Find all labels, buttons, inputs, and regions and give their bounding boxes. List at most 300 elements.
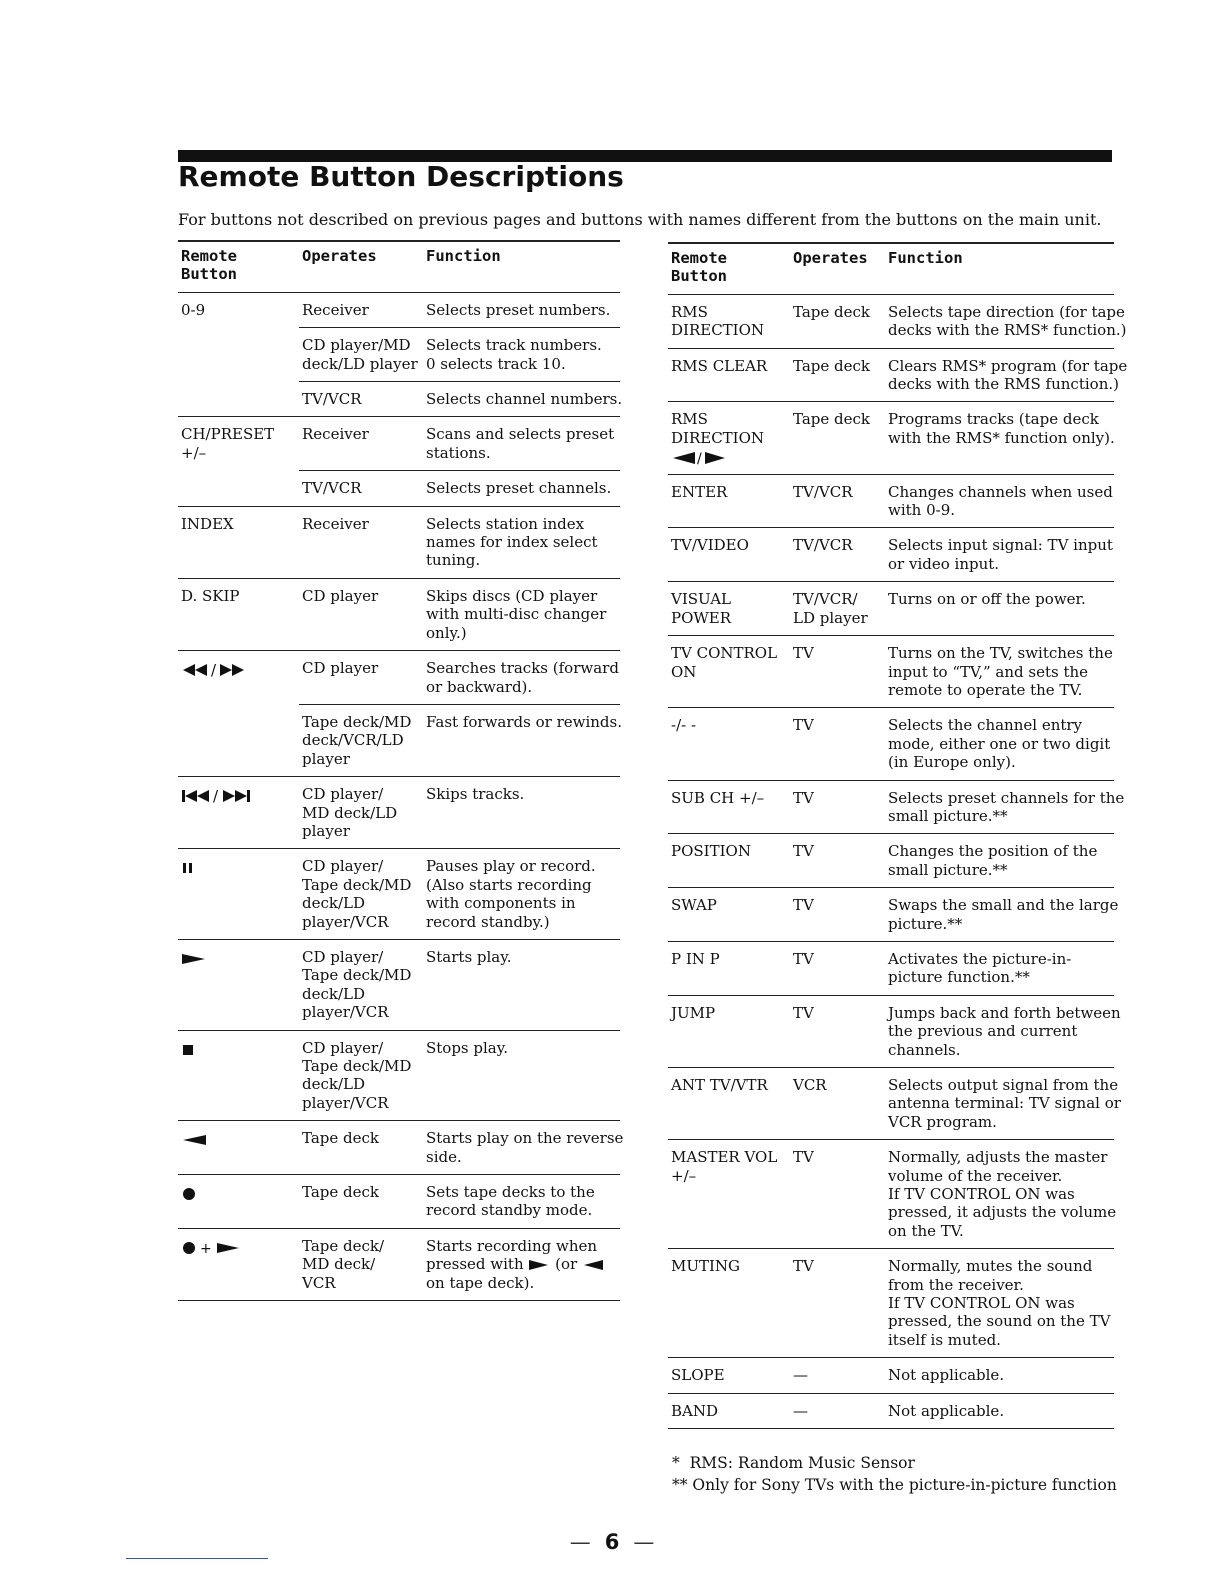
function-cell xyxy=(423,1228,620,1300)
operates-text: deck/VCR/LD xyxy=(302,731,404,750)
function-cell xyxy=(885,348,1128,402)
function-text: only.) xyxy=(426,623,467,642)
rms-direction-arrows-icon xyxy=(671,451,727,465)
function-cell xyxy=(423,506,620,578)
operates-cell xyxy=(790,834,885,888)
operates-cell xyxy=(790,1068,885,1140)
header-remote-button: Remote Button xyxy=(668,243,790,294)
remote-button-cell xyxy=(178,1175,299,1229)
remote-button-cell xyxy=(178,417,299,471)
operates-text: MD deck/ xyxy=(302,1255,376,1274)
operates-cell xyxy=(790,1393,885,1428)
operates-cell xyxy=(299,1121,423,1175)
function-text: channels. xyxy=(888,1040,961,1059)
remote-button-name: SLOPE xyxy=(671,1366,725,1385)
skip-back-forward-icon xyxy=(181,789,263,803)
function-cell xyxy=(885,941,1114,995)
function-cell xyxy=(423,651,620,705)
function-text: Not applicable. xyxy=(888,1366,1005,1385)
remote-button-name: +/– xyxy=(181,443,207,462)
table-row xyxy=(668,708,1114,780)
operates-cell xyxy=(299,651,423,705)
operates-text: Tape deck xyxy=(793,356,870,375)
remote-button-name: RMS xyxy=(671,302,708,321)
remote-button-cell xyxy=(668,780,790,834)
function-text: Starts play on the reverse xyxy=(426,1129,624,1148)
remote-button-name: INDEX xyxy=(181,514,234,533)
operates-text: Tape deck/MD xyxy=(302,1057,412,1075)
remote-button-name: +/– xyxy=(671,1166,697,1185)
function-text: Stops play. xyxy=(426,1038,508,1057)
remote-button-cell xyxy=(668,834,790,888)
function-cell xyxy=(423,1121,624,1175)
operates-text: Receiver xyxy=(302,514,369,533)
function-text: Selects preset channels. xyxy=(426,479,612,498)
remote-button-cell xyxy=(178,328,299,382)
function-text: Activates the picture-in- xyxy=(888,949,1072,968)
function-cell xyxy=(423,704,620,776)
function-text: small picture.** xyxy=(888,860,1008,879)
function-text: itself is muted. xyxy=(888,1330,1001,1349)
function-text: with components in xyxy=(426,894,576,913)
remote-button-cell xyxy=(178,651,299,705)
function-cell xyxy=(885,888,1119,942)
table-row xyxy=(178,578,620,650)
operates-text: — xyxy=(793,1366,808,1385)
function-text: picture function.** xyxy=(888,968,1030,987)
operates-text: CD player/ xyxy=(302,947,384,966)
operates-cell xyxy=(790,995,885,1067)
header-function: Function xyxy=(885,243,1114,294)
operates-cell xyxy=(299,292,423,327)
svg-text:/: / xyxy=(213,789,219,804)
table-header xyxy=(668,243,1114,294)
remote-button-cell xyxy=(178,1121,299,1175)
footnote-pinp: ** Only for Sony TVs with the picture-in-picture function xyxy=(672,1476,1117,1494)
function-cell xyxy=(885,1068,1121,1140)
play-icon xyxy=(528,1259,550,1271)
operates-text: deck/LD player xyxy=(302,354,418,373)
function-text: Fast forwards or rewinds. xyxy=(426,712,622,731)
function-text: record standby.) xyxy=(426,912,550,931)
table-row xyxy=(668,780,1114,834)
remote-button-cell xyxy=(178,704,299,776)
function-text: (in Europe only). xyxy=(888,753,1016,772)
bottom-rule xyxy=(126,1558,268,1559)
table-row xyxy=(178,506,620,578)
operates-text: CD player xyxy=(302,586,379,605)
function-cell xyxy=(423,382,623,417)
remote-button-cell xyxy=(668,294,790,348)
operates-text: player xyxy=(302,749,350,768)
operates-cell xyxy=(299,417,423,471)
function-cell xyxy=(885,1140,1117,1249)
remote-button-cell xyxy=(668,636,790,708)
remote-button-name: MUTING xyxy=(671,1257,741,1276)
function-text: Programs tracks (tape deck xyxy=(888,410,1099,429)
function-text: Sets tape decks to the xyxy=(426,1183,595,1202)
operates-cell xyxy=(790,582,885,636)
operates-text: TV xyxy=(793,1003,814,1022)
operates-text: deck/LD xyxy=(302,894,366,913)
table-row xyxy=(668,474,1114,528)
operates-text: Receiver xyxy=(302,425,369,444)
header-remote-button: Remote Button xyxy=(178,241,299,292)
operates-text: Tape deck xyxy=(793,410,870,429)
operates-text: TV/VCR xyxy=(793,482,853,501)
remote-button-cell xyxy=(668,995,790,1067)
svg-text:/: / xyxy=(697,451,702,466)
operates-text: Tape deck/MD xyxy=(302,712,412,731)
remote-button-name: CH/PRESET xyxy=(181,425,275,444)
reverse-play-icon xyxy=(582,1259,604,1271)
operates-cell xyxy=(790,348,885,402)
operates-text: VCR xyxy=(793,1076,827,1094)
operates-text: TV/VCR xyxy=(793,536,853,555)
operates-text: TV/VCR xyxy=(302,479,362,498)
operates-text: Tape deck xyxy=(302,1183,379,1202)
function-cell xyxy=(423,1175,620,1229)
function-cell xyxy=(885,294,1127,348)
function-cell xyxy=(885,1358,1114,1393)
remote-button-name: DIRECTION xyxy=(671,321,765,340)
function-text: on the TV. xyxy=(888,1221,964,1240)
remote-button-name: SUB CH +/– xyxy=(671,788,765,807)
remote-button-name: RMS CLEAR xyxy=(671,356,768,375)
operates-cell xyxy=(790,1140,885,1249)
operates-text: TV xyxy=(793,896,814,915)
remote-button-name: VISUAL xyxy=(671,590,732,609)
operates-text: — xyxy=(793,1401,808,1420)
table-row xyxy=(668,636,1114,708)
remote-button-cell xyxy=(178,1030,299,1121)
operates-cell xyxy=(790,1249,885,1358)
table-row xyxy=(178,471,620,506)
function-cell xyxy=(423,849,620,940)
function-text: Scans and selects preset xyxy=(426,425,615,444)
operates-text: CD player/ xyxy=(302,1038,384,1057)
remote-button-cell xyxy=(178,382,299,417)
operates-cell xyxy=(299,939,423,1030)
header-function: Function xyxy=(423,241,620,292)
remote-button-cell xyxy=(668,708,790,780)
operates-text: TV/VCR/ xyxy=(793,590,858,609)
function-text: with the RMS* function only). xyxy=(888,428,1115,447)
function-text: side. xyxy=(426,1147,462,1166)
function-text: Changes channels when used xyxy=(888,482,1113,501)
operates-text: player/VCR xyxy=(302,1093,389,1112)
function-cell xyxy=(885,528,1114,582)
function-text: Swaps the small and the large xyxy=(888,896,1119,915)
function-text: Clears RMS* program (for tape xyxy=(888,356,1128,375)
function-text: input to “TV,” and sets the xyxy=(888,662,1089,681)
function-text: 0 selects track 10. xyxy=(426,354,566,373)
function-text: remote to operate the TV. xyxy=(888,680,1083,699)
function-cell xyxy=(423,417,620,471)
operates-cell xyxy=(299,704,423,776)
operates-cell xyxy=(299,1228,423,1300)
remote-button-cell xyxy=(668,941,790,995)
function-cell xyxy=(885,474,1114,528)
remote-button-cell xyxy=(668,1358,790,1393)
footnotes xyxy=(672,1452,1117,1496)
page-number: — 6 — xyxy=(569,1530,655,1554)
operates-cell xyxy=(790,1358,885,1393)
table-row xyxy=(668,1140,1114,1249)
operates-text: TV xyxy=(793,716,814,735)
table-row xyxy=(178,849,620,940)
operates-text: Tape deck xyxy=(793,302,870,321)
table-row xyxy=(668,294,1114,348)
function-text: Pauses play or record. xyxy=(426,857,596,876)
function-text: stations. xyxy=(426,443,491,462)
remote-button-cell xyxy=(668,528,790,582)
operates-text: Receiver xyxy=(302,300,369,319)
function-text: picture.** xyxy=(888,914,963,933)
operates-text: player/VCR xyxy=(302,1003,389,1022)
function-text: Selects tape direction (for tape xyxy=(888,302,1125,321)
table-row xyxy=(178,704,620,776)
operates-cell xyxy=(299,849,423,940)
function-text: record standby mode. xyxy=(426,1201,593,1220)
function-cell xyxy=(885,780,1125,834)
operates-text: TV xyxy=(793,842,814,861)
function-text: Selects track numbers. xyxy=(426,336,602,355)
function-text: volume of the receiver. xyxy=(888,1166,1063,1185)
remote-button-cell xyxy=(178,849,299,940)
table-row xyxy=(668,582,1114,636)
remote-button-cell xyxy=(668,1068,790,1140)
function-text: Selects preset numbers. xyxy=(426,300,611,319)
table-row xyxy=(178,1030,620,1121)
function-cell xyxy=(885,834,1114,888)
remote-button-cell xyxy=(178,471,299,506)
left-button-table xyxy=(178,240,624,1301)
function-text: Changes the position of the xyxy=(888,842,1098,861)
page-title: Remote Button Descriptions xyxy=(178,160,624,193)
function-text: or video input. xyxy=(888,554,1000,573)
operates-cell xyxy=(299,1030,423,1121)
function-cell xyxy=(423,1030,620,1121)
operates-text: CD player/ xyxy=(302,857,384,876)
operates-cell xyxy=(790,528,885,582)
remote-button-cell xyxy=(668,402,790,474)
table-row xyxy=(178,1228,620,1300)
remote-button-cell xyxy=(668,474,790,528)
play-icon xyxy=(181,953,207,965)
remote-button-cell xyxy=(178,578,299,650)
function-text: on tape deck). xyxy=(426,1273,535,1292)
function-text: If TV CONTROL ON was xyxy=(888,1294,1075,1313)
function-text: Starts play. xyxy=(426,947,512,966)
operates-text: MD deck/LD xyxy=(302,803,398,822)
function-cell xyxy=(423,471,620,506)
function-text: Selects station index xyxy=(426,514,585,533)
stop-icon xyxy=(181,1043,195,1057)
svg-text:+: + xyxy=(200,1240,212,1256)
operates-cell xyxy=(790,780,885,834)
operates-cell xyxy=(790,294,885,348)
function-cell xyxy=(885,402,1114,474)
function-text: decks with the RMS function.) xyxy=(888,375,1119,394)
remote-button-name: RMS xyxy=(671,410,708,429)
operates-cell xyxy=(790,941,885,995)
operates-text: CD player xyxy=(302,659,379,678)
table-row xyxy=(178,417,620,471)
remote-button-name: P IN P xyxy=(671,949,720,968)
remote-button-name: BAND xyxy=(671,1401,719,1420)
remote-button-name: DIRECTION xyxy=(671,428,765,447)
table-row xyxy=(178,292,620,327)
function-text: Searches tracks (forward xyxy=(426,659,619,678)
record-icon xyxy=(181,1186,197,1202)
table-row xyxy=(668,941,1114,995)
function-text: decks with the RMS* function.) xyxy=(888,321,1127,340)
function-text: Selects preset channels for the xyxy=(888,788,1125,807)
table-row xyxy=(668,528,1114,582)
function-text: Turns on the TV, switches the xyxy=(888,644,1113,663)
function-cell xyxy=(423,328,620,382)
operates-text: Tape deck/ xyxy=(302,1236,385,1255)
table-row xyxy=(668,1249,1114,1358)
operates-text: TV xyxy=(793,1257,814,1276)
remote-button-cell xyxy=(668,1140,790,1249)
function-text: pressed with (or xyxy=(426,1255,618,1273)
function-text: Selects input signal: TV input xyxy=(888,536,1113,555)
remote-button-name: ANT TV/VTR xyxy=(671,1076,768,1094)
remote-button-name: JUMP xyxy=(671,1003,716,1022)
reverse-play-icon xyxy=(181,1134,207,1146)
footnote-rms: * RMS: Random Music Sensor xyxy=(672,1454,915,1472)
function-text: tuning. xyxy=(426,551,481,570)
remote-button-name: 0-9 xyxy=(181,300,206,319)
table-header xyxy=(178,241,620,292)
remote-button-cell xyxy=(668,1393,790,1428)
remote-button-cell xyxy=(178,292,299,327)
svg-text:/: / xyxy=(211,663,217,678)
operates-cell xyxy=(790,402,885,474)
operates-text: player/VCR xyxy=(302,912,389,931)
table-row xyxy=(668,1068,1114,1140)
table-row xyxy=(668,402,1114,474)
header-operates: Operates xyxy=(299,241,423,292)
record-plus-play-icon xyxy=(181,1240,243,1256)
remote-button-cell xyxy=(668,348,790,402)
table-row xyxy=(178,939,620,1030)
remote-button-name: SWAP xyxy=(671,896,717,915)
function-text: VCR program. xyxy=(888,1112,997,1131)
operates-text: deck/LD xyxy=(302,1075,366,1094)
remote-button-cell xyxy=(668,582,790,636)
remote-button-cell xyxy=(178,777,299,849)
table-row xyxy=(668,834,1114,888)
function-cell xyxy=(885,1393,1114,1428)
remote-button-cell xyxy=(668,1249,790,1358)
operates-text: player xyxy=(302,821,350,840)
function-cell xyxy=(885,708,1114,780)
function-text: Skips tracks. xyxy=(426,785,525,804)
remote-button-name: ENTER xyxy=(671,482,728,501)
table-row xyxy=(178,1121,620,1175)
table-row xyxy=(178,1175,620,1229)
function-text: or backward). xyxy=(426,677,533,696)
table-row xyxy=(178,328,620,382)
operates-cell xyxy=(790,708,885,780)
function-text: the previous and current xyxy=(888,1022,1078,1041)
operates-text: CD player/MD xyxy=(302,336,411,355)
operates-cell xyxy=(790,636,885,708)
operates-text: deck/LD xyxy=(302,984,366,1003)
remote-button-name: POSITION xyxy=(671,842,751,861)
operates-text: TV/VCR xyxy=(302,390,362,409)
operates-text: TV xyxy=(793,788,814,807)
table-row xyxy=(668,995,1114,1067)
operates-cell xyxy=(299,328,423,382)
function-text: Normally, mutes the sound xyxy=(888,1257,1093,1276)
function-text: antenna terminal: TV signal or xyxy=(888,1094,1121,1113)
operates-text: CD player/ xyxy=(302,785,384,804)
function-cell xyxy=(423,777,620,849)
function-text: (Also starts recording xyxy=(426,875,592,894)
operates-cell xyxy=(299,777,423,849)
operates-cell xyxy=(299,1175,423,1229)
remote-button-name: -/- - xyxy=(671,716,697,735)
operates-text: VCR xyxy=(302,1273,336,1292)
operates-text: Tape deck/MD xyxy=(302,966,412,985)
header-operates: Operates xyxy=(790,243,885,294)
table-row xyxy=(668,888,1114,942)
function-text: Selects output signal from the xyxy=(888,1076,1119,1094)
remote-button-name: ON xyxy=(671,662,697,681)
operates-cell xyxy=(299,578,423,650)
function-text: Turns on or off the power. xyxy=(888,590,1086,609)
right-button-table xyxy=(668,242,1128,1429)
remote-button-cell xyxy=(668,888,790,942)
operates-cell xyxy=(299,506,423,578)
operates-text: Tape deck/MD xyxy=(302,875,412,894)
function-cell xyxy=(423,292,620,327)
function-text: with 0-9. xyxy=(888,501,956,520)
function-text: Skips discs (CD player xyxy=(426,586,598,605)
function-cell xyxy=(885,1249,1114,1358)
operates-text: TV xyxy=(793,1148,814,1167)
function-text: Not applicable. xyxy=(888,1401,1005,1420)
operates-cell xyxy=(299,382,423,417)
function-text: pressed, it adjusts the volume xyxy=(888,1203,1117,1222)
table-row xyxy=(668,1358,1114,1393)
function-text: If TV CONTROL ON was xyxy=(888,1185,1075,1204)
table-row xyxy=(178,777,620,849)
operates-text: TV xyxy=(793,644,814,663)
operates-text: Tape deck xyxy=(302,1129,379,1148)
function-cell xyxy=(885,636,1114,708)
function-text: from the receiver. xyxy=(888,1275,1024,1294)
operates-text: TV xyxy=(793,949,814,968)
table-row xyxy=(668,1393,1114,1428)
function-text: Starts recording when xyxy=(426,1236,598,1255)
table-row xyxy=(178,382,620,417)
function-cell xyxy=(885,582,1114,636)
intro-text: For buttons not described on previous pages and buttons with names different from the buttons on the main unit. xyxy=(178,210,1102,229)
remote-button-name: POWER xyxy=(671,608,732,627)
function-text: Normally, adjusts the master xyxy=(888,1148,1108,1167)
remote-button-cell xyxy=(178,506,299,578)
remote-button-name: TV CONTROL xyxy=(671,644,778,663)
remote-button-name: TV/VIDEO xyxy=(671,536,749,555)
operates-cell xyxy=(299,471,423,506)
operates-cell xyxy=(790,474,885,528)
remote-button-cell xyxy=(178,1228,299,1300)
